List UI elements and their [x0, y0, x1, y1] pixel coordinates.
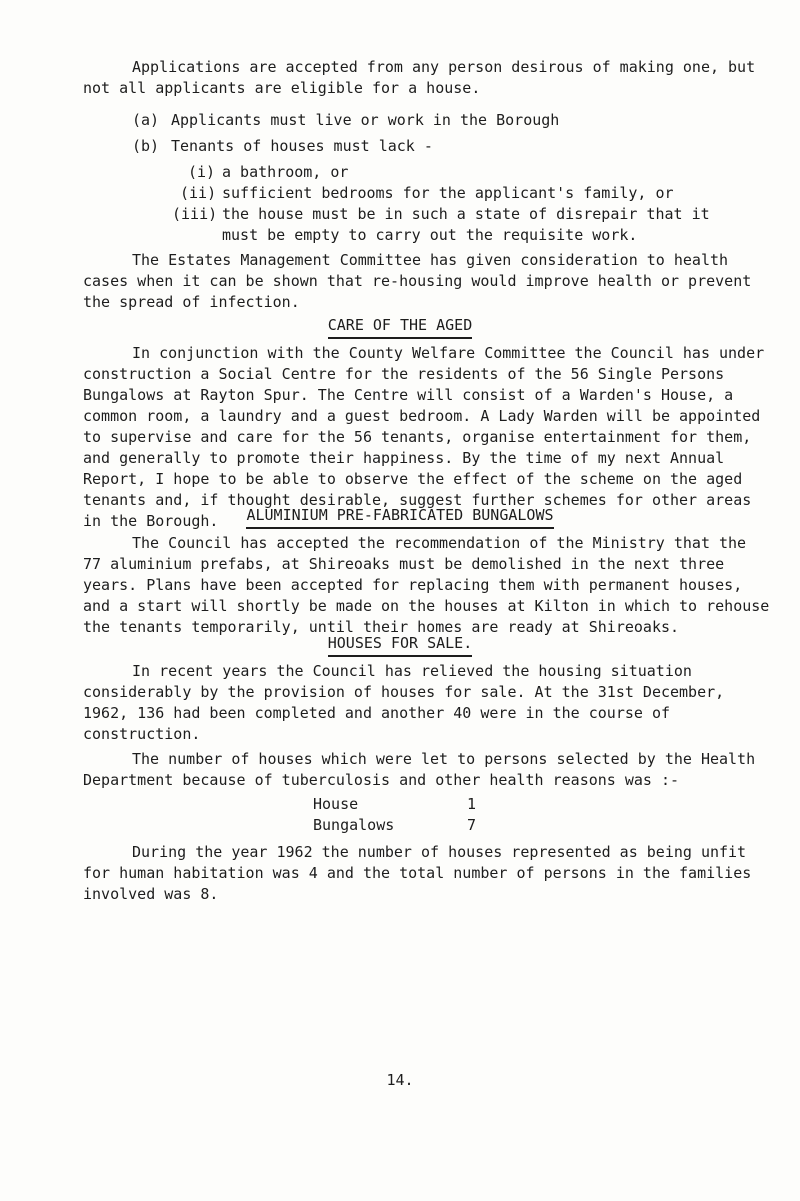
row-label: House: [313, 795, 359, 813]
condition-a-label: (a): [132, 111, 160, 129]
sub-condition-ii-text: sufficient bedrooms for the applicant's family, or: [222, 184, 674, 202]
condition-b: [132, 136, 433, 157]
sub-condition-iii-text-1: the house must be in such a state of disrepair that it: [222, 205, 710, 223]
sub-condition-ii-label: (ii): [180, 184, 217, 202]
row-label: Bungalows: [313, 816, 395, 834]
unfit-houses-paragraph: During the year 1962 the number of houses represented as being unfit for human habitation was 4 and the total number of persons in the families involved was 8.: [83, 843, 752, 903]
condition-a-text: Applicants must live or work in the Borough: [171, 111, 560, 129]
care-of-aged-paragraph: In conjunction with the County Welfare Committee the Council has under construction a Social Centre for the residents of the 56 Single Persons Bungalows at Rayton Spur. The Centre will consist of a Warden's House, a common room, a laundry and a guest bedroom. A Lady Warden will be appointed to supervise and care for the 56 tenants, organise entertainment for them, and generally to promote their happiness. By the time of my next Annual Report, I hope to be able to observe the effect of the scheme on the aged tenants and, if thought desirable, suggest further schemes for other areas in the Borough.: [83, 344, 765, 530]
sub-condition-iii-text-2: must be empty to carry out the requisite work.: [222, 226, 638, 244]
condition-a: [132, 110, 559, 131]
sub-condition-iii-cont: [222, 225, 637, 246]
sub-condition-ii: [180, 183, 674, 204]
sub-condition-iii: [172, 204, 710, 225]
condition-b-text: Tenants of houses must lack -: [171, 137, 433, 155]
row-value: 1: [467, 795, 477, 813]
health-cases-paragraph: The Estates Management Committee has given consideration to health cases when it can be shown that re-housing would improve health or prevent the spread of infection.: [83, 251, 752, 311]
intro-paragraph: Applications are accepted from any person desirous of making one, but not all applicants are eligible for a house.: [83, 58, 756, 97]
aluminium-paragraph: The Council has accepted the recommendation of the Ministry that the 77 aluminium prefabs, at Shireoaks must be demolished in the next three years. Plans have been accepted for replacing them with permanent houses, and a start will shortly be made on the houses at Kilton in which to rehouse the tenants temporarily, until their homes are ready at Shireoaks.: [83, 534, 770, 636]
sub-condition-i-label: (i): [188, 163, 216, 181]
care-of-aged-heading: CARE OF THE AGED: [0, 315, 800, 339]
houses-for-sale-paragraph: In recent years the Council has relieved the housing situation considerably by the provision of houses for sale. At the 31st December, 1962, 136 had been completed and another 40 were in the course of construction.: [83, 662, 725, 743]
page-number: 14.: [386, 1071, 414, 1089]
tuberculosis-paragraph: The number of houses which were let to persons selected by the Health Department because of tuberculosis and other health reasons was :-: [83, 750, 756, 789]
aluminium-heading: ALUMINIUM PRE-FABRICATED BUNGALOWS: [0, 505, 800, 529]
sub-condition-i-text: a bathroom, or: [222, 163, 349, 181]
row-value: 7: [467, 816, 477, 834]
houses-for-sale-heading: HOUSES FOR SALE.: [0, 633, 800, 657]
sub-condition-i: [188, 162, 348, 183]
sub-condition-iii-label: (iii): [172, 205, 218, 223]
condition-b-label: (b): [132, 137, 160, 155]
